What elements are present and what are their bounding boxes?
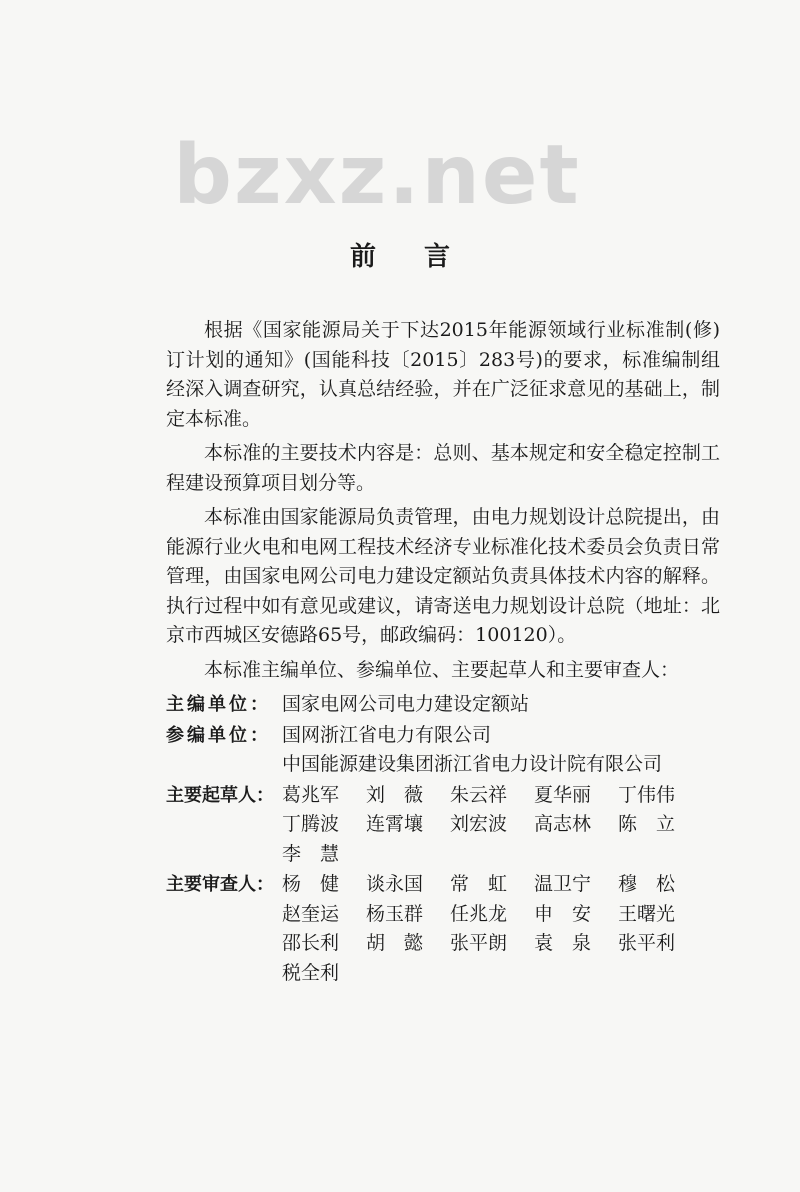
person-name: 任兆龙: [450, 902, 508, 925]
watermark: bzxz.net: [173, 128, 581, 223]
person-name: 陈 立: [618, 813, 676, 835]
person-name: 李 慧: [282, 842, 340, 865]
reviewers-list: [282, 870, 720, 988]
person-name: 赵奎运: [282, 902, 340, 925]
person-name: 谈永国: [366, 873, 424, 895]
person-name: 刘宏波: [450, 813, 508, 835]
person-name: 杨 健: [282, 873, 340, 895]
reviewers-row: [166, 870, 720, 988]
person-name: 税全利: [282, 961, 340, 984]
preface-body: [166, 316, 720, 988]
person-name: 葛兆军: [282, 783, 340, 806]
participating-units-orgs: [282, 721, 720, 780]
roles-list: [166, 690, 720, 988]
drafters-label: 主要起草人：: [166, 784, 274, 806]
drafters-row: [166, 781, 720, 870]
chief-unit-label: 主编单位：: [166, 694, 271, 715]
reviewers-label: 主要审查人：: [166, 874, 274, 895]
participating-units-label: 参编单位：: [166, 724, 271, 746]
paragraph-units-intro: 本标准主编单位、参编单位、主要起草人和主要审查人：: [204, 658, 680, 681]
drafters-list: [282, 781, 720, 870]
person-name: 袁 泉: [534, 932, 592, 954]
page-title: 前言: [349, 242, 498, 272]
person-name: 高志林: [534, 813, 592, 835]
person-name: 常 虹: [450, 873, 508, 895]
person-name: 刘 薇: [366, 783, 424, 806]
person-name: 朱云祥: [450, 783, 508, 806]
chief-unit-orgs: [282, 690, 720, 720]
paragraph-content: 本标准的主要技术内容是：总则、基本规定和安全稳定控制工程建设预算项目划分等。: [166, 442, 720, 494]
person-name: 王曙光: [618, 902, 676, 925]
org-name: 中国能源建设集团浙江省电力设计院有限公司: [282, 753, 663, 775]
person-name: 杨玉群: [366, 902, 424, 925]
person-name: 丁伟伟: [618, 783, 676, 806]
org-name: 国网浙江省电力有限公司: [282, 723, 492, 746]
person-name: 张平利: [618, 932, 676, 954]
person-name: 张平朗: [450, 932, 508, 954]
chief-unit-row: [166, 690, 720, 720]
person-name: 夏华丽: [534, 783, 592, 806]
person-name: 穆 松: [618, 873, 676, 895]
person-name: 丁腾波: [282, 813, 340, 835]
person-name: 邵长利: [282, 932, 340, 954]
person-name: 申 安: [534, 902, 592, 925]
org-name: 国家电网公司电力建设定额站: [282, 693, 530, 715]
participating-units-row: [166, 721, 720, 780]
person-name: 连霄壤: [366, 813, 424, 835]
person-name: 温卫宁: [534, 873, 592, 895]
paragraph-basis: 根据《国家能源局关于下达2015年能源领域行业标准制(修)订计划的通知》(国能科技〔2015〕283号)的要求，标准编制组经深入调查研究，认真总结经验，并在广泛征求意见的基础上，制定本标准。: [166, 319, 720, 430]
paragraph-management: 本标准由国家能源局负责管理，由电力规划设计总院提出，由能源行业火电和电网工程技术经济专业标准化技术委员会负责日常管理，由国家电网公司电力建设定额站负责具体技术内容的解释。执行过程中如有意见或建议，请寄送电力规划设计总院（地址：北京市西城区安德路65号，邮政编码：100120）。: [166, 506, 720, 646]
person-name: 胡 懿: [366, 932, 424, 954]
